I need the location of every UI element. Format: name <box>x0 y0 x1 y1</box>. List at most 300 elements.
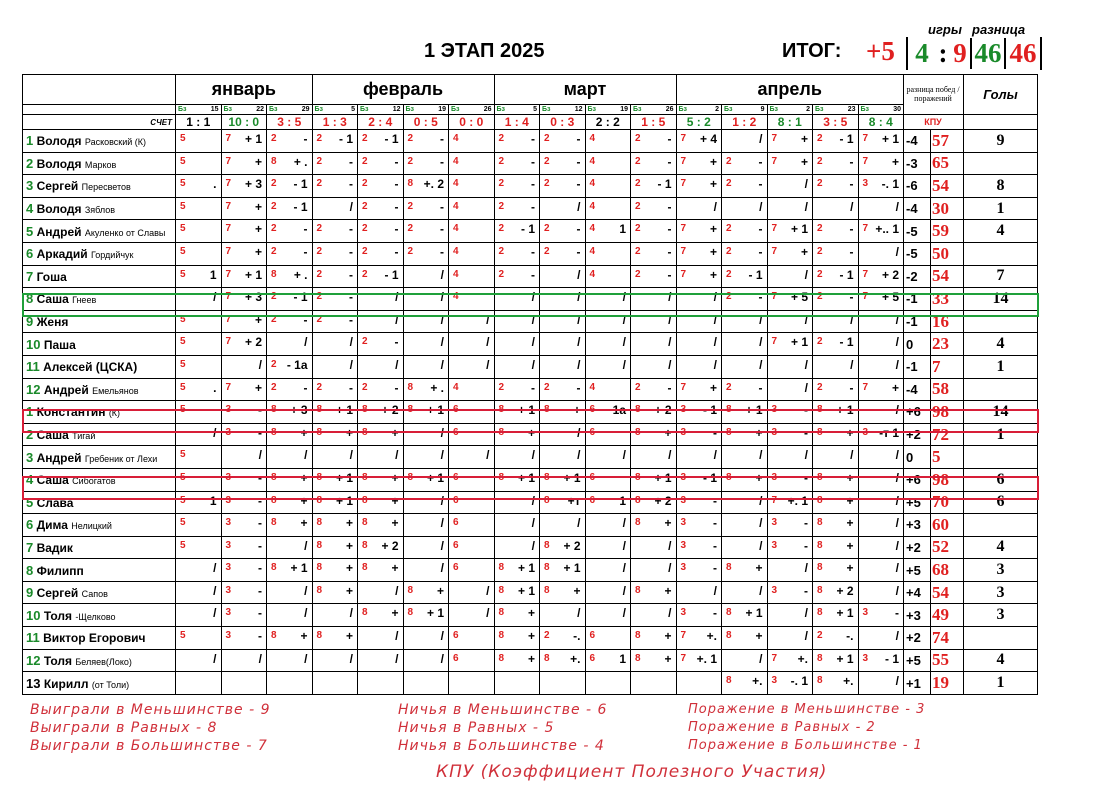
cell-result: + 1 <box>517 403 535 418</box>
cell-result: / <box>622 448 626 463</box>
cell-result: / <box>804 267 808 282</box>
cell-result: / <box>531 290 535 305</box>
cell-mark: 3 <box>225 630 232 642</box>
bz-label: Бз <box>587 106 597 113</box>
game-cell <box>449 514 495 537</box>
cell-result: / <box>668 448 672 463</box>
cell-result: - 1 <box>384 267 399 282</box>
game-cell <box>403 288 449 311</box>
player-number: 11 <box>26 630 40 646</box>
player-number: 6 <box>26 246 34 262</box>
game-cell <box>585 220 631 243</box>
cell-mark: 5 <box>180 381 186 393</box>
cell-mark: 8 <box>316 539 323 551</box>
goals-value: 4 <box>964 649 1038 672</box>
cell-mark: 8 <box>726 562 732 574</box>
goals-value <box>964 514 1038 537</box>
kpu-diff: -1 <box>904 310 931 333</box>
cell-mark: 3 <box>680 607 687 619</box>
cell-result: + 1 <box>745 403 763 418</box>
game-cell <box>585 288 631 311</box>
cell-mark: 2 <box>498 133 505 144</box>
game-cell <box>631 423 677 446</box>
cell-mark: 8 <box>407 404 414 416</box>
cell-result: / <box>895 538 899 553</box>
cell-result: + <box>846 561 854 576</box>
cell-result: +. <box>843 674 854 689</box>
game-cell <box>767 220 813 243</box>
cell-mark: 2 <box>362 178 368 190</box>
date-cell <box>221 105 267 115</box>
cell-result: / <box>577 357 581 372</box>
game-cell <box>176 310 222 333</box>
score-row <box>23 115 1038 130</box>
game-cell <box>358 604 404 627</box>
cell-result: / <box>668 561 672 576</box>
game-cell <box>494 581 540 604</box>
cell-mark: 2 <box>544 381 550 393</box>
cell-mark: 8 <box>726 404 732 416</box>
kpu-value: 98 <box>931 401 964 424</box>
player-subname: Сапов <box>81 589 108 600</box>
cell-result: / <box>531 538 535 553</box>
cell-mark: 3 <box>225 562 232 574</box>
cell-result: + <box>254 222 262 237</box>
cell-result: - <box>394 244 399 259</box>
cell-mark: 7 <box>225 133 232 144</box>
date-label: 12 <box>574 106 583 113</box>
cell-mark: 4 <box>589 245 596 257</box>
cell-mark: 7 <box>680 381 687 393</box>
cell-mark: 8 <box>271 494 277 506</box>
cell-mark: 2 <box>362 381 368 393</box>
game-cell <box>403 401 449 424</box>
kpu-diff: +5 <box>904 559 931 582</box>
cell-result: + <box>391 561 399 576</box>
game-cell <box>221 242 267 265</box>
game-cell <box>722 355 768 378</box>
cell-result: / <box>395 448 399 463</box>
cell-mark: 8 <box>635 630 641 642</box>
cell-result: - <box>804 403 808 418</box>
goals-value: 4 <box>964 333 1038 356</box>
cell-mark: 7 <box>680 245 687 257</box>
player-name: Сергей <box>36 179 79 194</box>
cell-result: / <box>713 312 717 327</box>
game-cell <box>403 423 449 446</box>
cell-mark: 7 <box>680 223 687 235</box>
game-cell <box>767 378 813 401</box>
cell-result: 1 <box>619 222 626 237</box>
month-row <box>23 75 1038 105</box>
cell-mark: 2 <box>635 178 641 190</box>
game-cell <box>540 355 586 378</box>
cell-mark: 3 <box>680 539 687 551</box>
game-cell <box>267 288 313 311</box>
game-cell <box>813 130 859 153</box>
cell-mark: 4 <box>453 291 459 303</box>
date-row <box>23 105 1038 115</box>
game-cell <box>494 265 540 288</box>
cell-result: / <box>895 493 899 508</box>
game-cell <box>540 514 586 537</box>
cell-mark: 2 <box>271 200 277 212</box>
game-cell <box>312 401 358 424</box>
score-cell: 3 : 5 <box>267 115 313 130</box>
cell-result: + <box>254 199 262 214</box>
player-row <box>23 423 1038 446</box>
goals-value: 6 <box>964 468 1038 491</box>
game-cell <box>813 310 859 333</box>
cell-mark: 4 <box>453 155 459 167</box>
game-cell <box>176 242 222 265</box>
player-number: 3 <box>26 449 34 465</box>
kpu-diff: -4 <box>904 378 931 401</box>
cell-mark: 5 <box>180 223 186 235</box>
games-won: 4 <box>915 38 929 68</box>
game-cell <box>176 265 222 288</box>
cell-result: - <box>849 244 854 259</box>
player-subname: Сибогатов <box>72 476 116 487</box>
cell-mark: 4 <box>453 223 459 235</box>
game-cell <box>631 627 677 650</box>
cell-result: - 1 <box>839 267 854 282</box>
player-subname: Нелицкий <box>71 521 112 532</box>
game-cell <box>494 152 540 175</box>
player-row <box>23 220 1038 243</box>
cell-mark: 8 <box>271 471 277 483</box>
cell-mark: 6 <box>589 471 596 483</box>
cell-mark: 2 <box>316 245 323 257</box>
cell-mark: 2 <box>544 245 550 257</box>
cell-mark: 8 <box>817 607 823 619</box>
game-cell <box>722 559 768 582</box>
cell-mark: 4 <box>589 381 596 393</box>
player-name-cell <box>23 152 176 175</box>
cell-result: + 1 <box>244 132 262 146</box>
cell-result: - <box>576 154 581 169</box>
game-cell <box>858 559 904 582</box>
game-cell <box>267 468 313 491</box>
cell-result: / <box>759 651 763 666</box>
cell-result: / <box>895 583 899 598</box>
game-cell <box>358 468 404 491</box>
cell-result: / <box>895 335 899 350</box>
game-cell <box>221 468 267 491</box>
cell-result: - <box>531 154 535 169</box>
legend-draw-equal: Ничья в Равных - 5 <box>398 720 555 736</box>
cell-result: + 3 <box>244 290 262 305</box>
cell-result: - <box>667 132 672 146</box>
cell-mark: 7 <box>862 381 869 393</box>
cell-result: / <box>395 583 399 598</box>
cell-result: + 3 <box>244 177 262 192</box>
game-cell <box>358 401 404 424</box>
game-cell <box>176 468 222 491</box>
cell-result: + <box>891 380 899 395</box>
game-cell <box>585 175 631 198</box>
game-cell <box>676 581 722 604</box>
date-label: 5 <box>533 106 537 113</box>
game-cell <box>676 310 722 333</box>
game-cell <box>176 559 222 582</box>
game-cell <box>767 468 813 491</box>
cell-result: - <box>531 380 535 395</box>
game-cell <box>722 468 768 491</box>
cell-mark: 8 <box>544 494 550 506</box>
game-cell <box>722 310 768 333</box>
cell-result: - <box>713 561 717 576</box>
kpu-diff: -1 <box>904 355 931 378</box>
player-row <box>23 446 1038 469</box>
cell-result: / <box>804 629 808 644</box>
cell-result: / <box>622 583 626 598</box>
game-cell <box>494 175 540 198</box>
cell-mark: 7 <box>771 133 778 144</box>
game-cell <box>494 627 540 650</box>
goals-value <box>964 378 1038 401</box>
player-number: 9 <box>26 585 34 601</box>
cell-result: - <box>667 267 672 282</box>
score-cell: 3 : 5 <box>813 115 859 130</box>
legend-draw-minority: Ничья в Меньшинстве - 6 <box>398 702 608 718</box>
game-cell <box>540 446 586 469</box>
cell-result: / <box>759 448 763 463</box>
cell-result: +.. 1 <box>875 222 899 237</box>
cell-mark: 3 <box>225 426 232 438</box>
cell-mark: 8 <box>316 562 323 574</box>
cell-mark: 3 <box>680 404 687 416</box>
cell-result: - <box>895 606 899 621</box>
cell-result: / <box>713 583 717 598</box>
cell-result: - <box>258 470 262 485</box>
game-cell <box>494 242 540 265</box>
game-cell <box>676 265 722 288</box>
game-cell <box>449 152 495 175</box>
game-cell <box>267 649 313 672</box>
cell-result: - <box>758 244 763 259</box>
cell-mark: 8 <box>271 426 277 438</box>
cell-mark: 2 <box>271 381 277 393</box>
game-cell <box>221 333 267 356</box>
cell-result: + 1 <box>517 583 535 598</box>
player-name-cell <box>23 242 176 265</box>
month-header: март <box>494 75 676 105</box>
game-cell <box>403 242 449 265</box>
kpu-diff: +5 <box>904 649 931 672</box>
game-cell <box>676 559 722 582</box>
cell-result: - <box>349 177 353 192</box>
game-cell <box>403 581 449 604</box>
legend-loss-majority: Поражение в Большинстве - 1 <box>688 738 923 753</box>
cell-result: - <box>394 154 399 169</box>
game-cell <box>176 378 222 401</box>
cell-mark: 8 <box>498 652 505 664</box>
game-cell <box>540 581 586 604</box>
cell-result: / <box>804 380 808 395</box>
cell-result: - <box>576 244 581 259</box>
cell-result: - <box>849 177 854 192</box>
cell-result: / <box>531 516 535 531</box>
game-cell <box>403 378 449 401</box>
player-name-cell <box>23 130 176 153</box>
game-cell <box>722 220 768 243</box>
cell-mark: 8 <box>817 517 823 529</box>
game-cell <box>176 175 222 198</box>
game-cell <box>540 130 586 153</box>
game-cell <box>176 288 222 311</box>
legend-kpu: КПУ (Коэффициент Полезного Участия) <box>436 762 828 782</box>
player-number: 10 <box>26 336 41 352</box>
game-cell <box>494 130 540 153</box>
game-cell <box>540 559 586 582</box>
kpu-diff: -3 <box>904 152 931 175</box>
cell-result: - <box>849 290 854 305</box>
player-subname: Тигай <box>72 431 96 442</box>
cell-mark: 3 <box>225 471 232 483</box>
cell-mark: 3 <box>862 426 869 438</box>
game-cell <box>221 559 267 582</box>
game-cell <box>676 423 722 446</box>
kpu-value: 65 <box>931 152 964 175</box>
game-cell <box>540 604 586 627</box>
player-name: Слава <box>36 495 74 510</box>
player-number: 1 <box>26 133 34 149</box>
cell-mark: 4 <box>453 200 459 212</box>
cell-result: + 2 <box>881 267 899 282</box>
game-cell <box>631 581 677 604</box>
corner-cell <box>23 75 176 105</box>
game-cell <box>403 446 449 469</box>
game-cell <box>494 559 540 582</box>
player-row <box>23 401 1038 424</box>
player-number: 12 <box>26 381 41 397</box>
kpu-diff: -2 <box>904 265 931 288</box>
game-cell <box>813 649 859 672</box>
cell-result: + 2 <box>654 403 672 418</box>
game-cell <box>449 581 495 604</box>
game-cell <box>813 604 859 627</box>
cell-result: / <box>759 493 763 508</box>
cell-result: / <box>395 312 399 327</box>
cell-mark: 7 <box>225 223 232 235</box>
cell-result: - <box>849 380 854 395</box>
cell-result: - <box>303 380 308 395</box>
game-cell <box>403 310 449 333</box>
cell-result: + 2 <box>381 403 399 418</box>
cell-result: - <box>349 290 353 305</box>
cell-result: + 1 <box>426 470 444 485</box>
cell-mark: 3 <box>771 471 778 483</box>
game-cell <box>722 288 768 311</box>
cell-result: - <box>531 267 535 282</box>
cell-mark: 2 <box>362 245 368 257</box>
cell-result: / <box>440 448 444 463</box>
game-cell <box>358 491 404 514</box>
kpu-diff: +6 <box>904 401 931 424</box>
game-cell <box>449 491 495 514</box>
game-cell <box>312 491 358 514</box>
kpu-diff: +6 <box>904 468 931 491</box>
cell-mark: 8 <box>316 426 323 438</box>
game-cell <box>585 130 631 153</box>
cell-result: 1 <box>619 493 626 508</box>
game-cell <box>494 649 540 672</box>
cell-result: + <box>254 244 262 259</box>
player-name: Саша <box>36 473 69 488</box>
game-cell <box>722 197 768 220</box>
cell-result: / <box>622 290 626 305</box>
cell-result: + <box>755 561 763 576</box>
game-cell <box>676 355 722 378</box>
game-cell <box>722 175 768 198</box>
game-cell <box>449 446 495 469</box>
game-cell <box>631 378 677 401</box>
game-cell <box>858 446 904 469</box>
cell-mark: 2 <box>407 133 414 144</box>
cell-result: / <box>577 335 581 350</box>
date-cell <box>403 105 449 115</box>
game-cell <box>858 581 904 604</box>
cell-result: - <box>258 493 262 508</box>
cell-result: - 1 <box>748 267 763 282</box>
cell-mark: 7 <box>771 336 778 348</box>
cell-result: +. <box>752 674 763 689</box>
date-label: 29 <box>301 106 310 113</box>
cell-result: - <box>713 425 717 440</box>
date-cell <box>449 105 495 115</box>
game-cell <box>540 672 586 695</box>
score-cell: 0 : 5 <box>403 115 449 130</box>
cell-result: 1 <box>209 267 217 282</box>
cell-result: / <box>213 606 217 621</box>
cell-mark: 5 <box>180 630 186 642</box>
cell-mark: 8 <box>726 675 732 687</box>
game-cell <box>676 175 722 198</box>
game-cell <box>494 604 540 627</box>
cell-mark: 8 <box>726 607 732 619</box>
kpu-value: 52 <box>931 536 964 559</box>
cell-mark: 2 <box>817 630 823 642</box>
player-number: 2 <box>26 427 34 443</box>
game-cell <box>449 288 495 311</box>
itog-label: ИТОГ: <box>782 40 842 62</box>
game-cell <box>449 355 495 378</box>
game-cell <box>813 672 859 695</box>
date-cell <box>312 105 358 115</box>
cell-mark: 2 <box>817 178 823 190</box>
player-name-cell <box>23 649 176 672</box>
game-cell <box>540 536 586 559</box>
cell-result: / <box>668 538 672 553</box>
player-name: Володя <box>36 202 82 217</box>
player-name: Володя <box>36 156 82 171</box>
game-cell <box>176 627 222 650</box>
cell-mark: 8 <box>817 404 823 416</box>
cell-result: / <box>304 448 308 463</box>
cell-result: - <box>804 425 808 440</box>
cell-mark: 8 <box>316 494 323 506</box>
cell-mark: 2 <box>498 268 505 280</box>
game-cell <box>358 355 404 378</box>
cell-result: / <box>213 425 217 440</box>
cell-result: / <box>804 177 808 192</box>
cell-result: / <box>486 606 490 621</box>
cell-result: + <box>709 222 717 237</box>
cell-result: +. <box>570 651 581 666</box>
cell-result: / <box>440 493 444 508</box>
goals-header-blank <box>964 115 1038 130</box>
